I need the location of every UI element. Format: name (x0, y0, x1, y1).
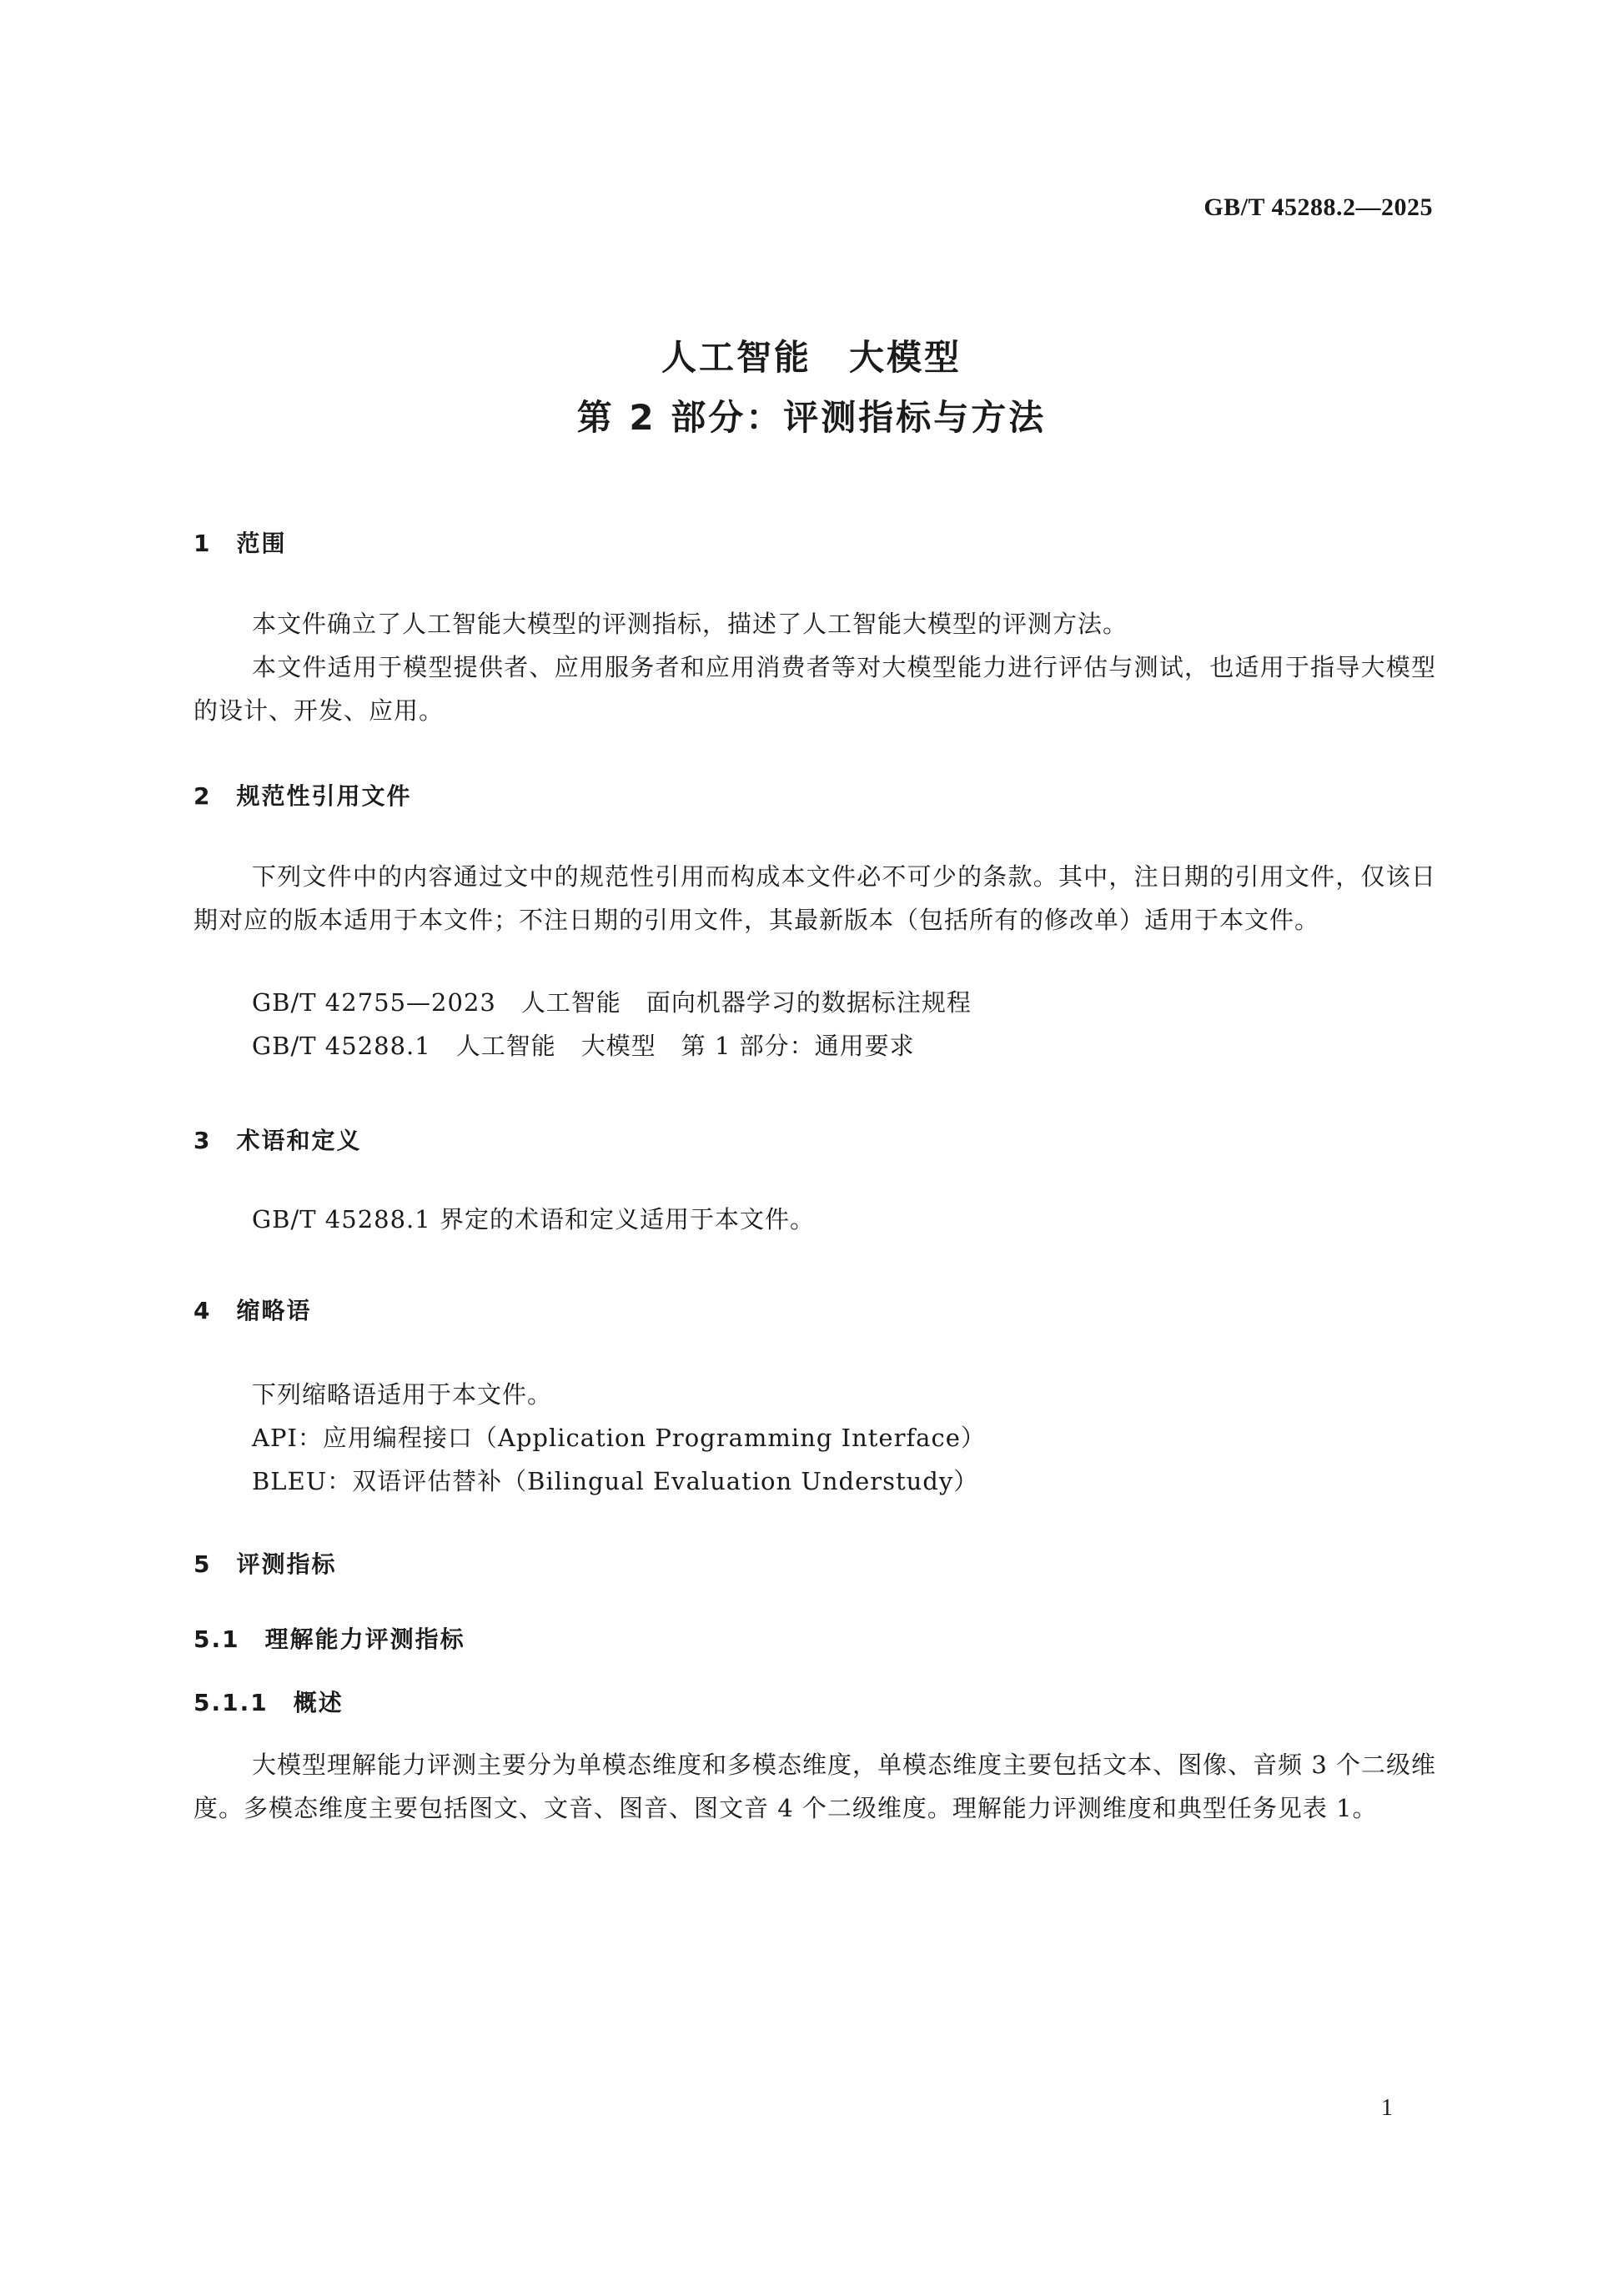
document-title-line-1: 人工智能 大模型 (661, 337, 962, 378)
document-title-line-2: 第 2 部分：评测指标与方法 (576, 397, 1047, 438)
abbreviation-api: API：应用编程接口（Application Programming Interface） (252, 1424, 986, 1452)
section-1-heading: 1 范围 (193, 530, 287, 557)
section-4-paragraph-1: 下列缩略语适用于本文件。 (252, 1380, 553, 1409)
section-4-heading: 4 缩略语 (193, 1297, 312, 1324)
page-number: 1 (1381, 2095, 1393, 2121)
section-1-paragraph-2: 本文件适用于模型提供者、应用服务者和应用消费者等对大模型能力进行评估与测试，也适用于指导大模型的设计、开发、应用。 (193, 653, 1436, 725)
section-3-paragraph-1: GB/T 45288.1 界定的术语和定义适用于本文件。 (252, 1205, 815, 1233)
section-2-paragraph-1: 下列文件中的内容通过文中的规范性引用而构成本文件必不可少的条款。其中，注日期的引用文件，仅该日期对应的版本适用于本文件；不注日期的引用文件，其最新版本（包括所有的修改单）适用于本文件。 (193, 862, 1436, 934)
section-3-heading: 3 术语和定义 (193, 1127, 362, 1154)
standard-number: GB/T 45288.2—2025 (1203, 193, 1433, 221)
section-5-1-heading: 5.1 理解能力评测指标 (193, 1625, 465, 1653)
section-5-1-1-heading: 5.1.1 概述 (193, 1689, 344, 1716)
section-5-heading: 5 评测指标 (193, 1550, 337, 1578)
normative-reference-2: GB/T 45288.1 人工智能 大模型 第 1 部分：通用要求 (252, 1032, 915, 1060)
abbreviation-bleu: BLEU：双语评估替补（Bilingual Evaluation Understudy） (252, 1467, 979, 1495)
normative-reference-1: GB/T 42755—2023 人工智能 面向机器学习的数据标注规程 (252, 988, 972, 1017)
section-2-heading: 2 规范性引用文件 (193, 782, 412, 810)
section-1-paragraph-1: 本文件确立了人工智能大模型的评测指标，描述了人工智能大模型的评测方法。 (252, 610, 1128, 638)
section-5-1-1-paragraph-1: 大模型理解能力评测主要分为单模态维度和多模态维度，单模态维度主要包括文本、图像、音频 3 个二级维度。多模态维度主要包括图文、文音、图音、图文音 4 个二级维度。理解能力评测维度和典型任务见表 1。 (193, 1751, 1436, 1822)
